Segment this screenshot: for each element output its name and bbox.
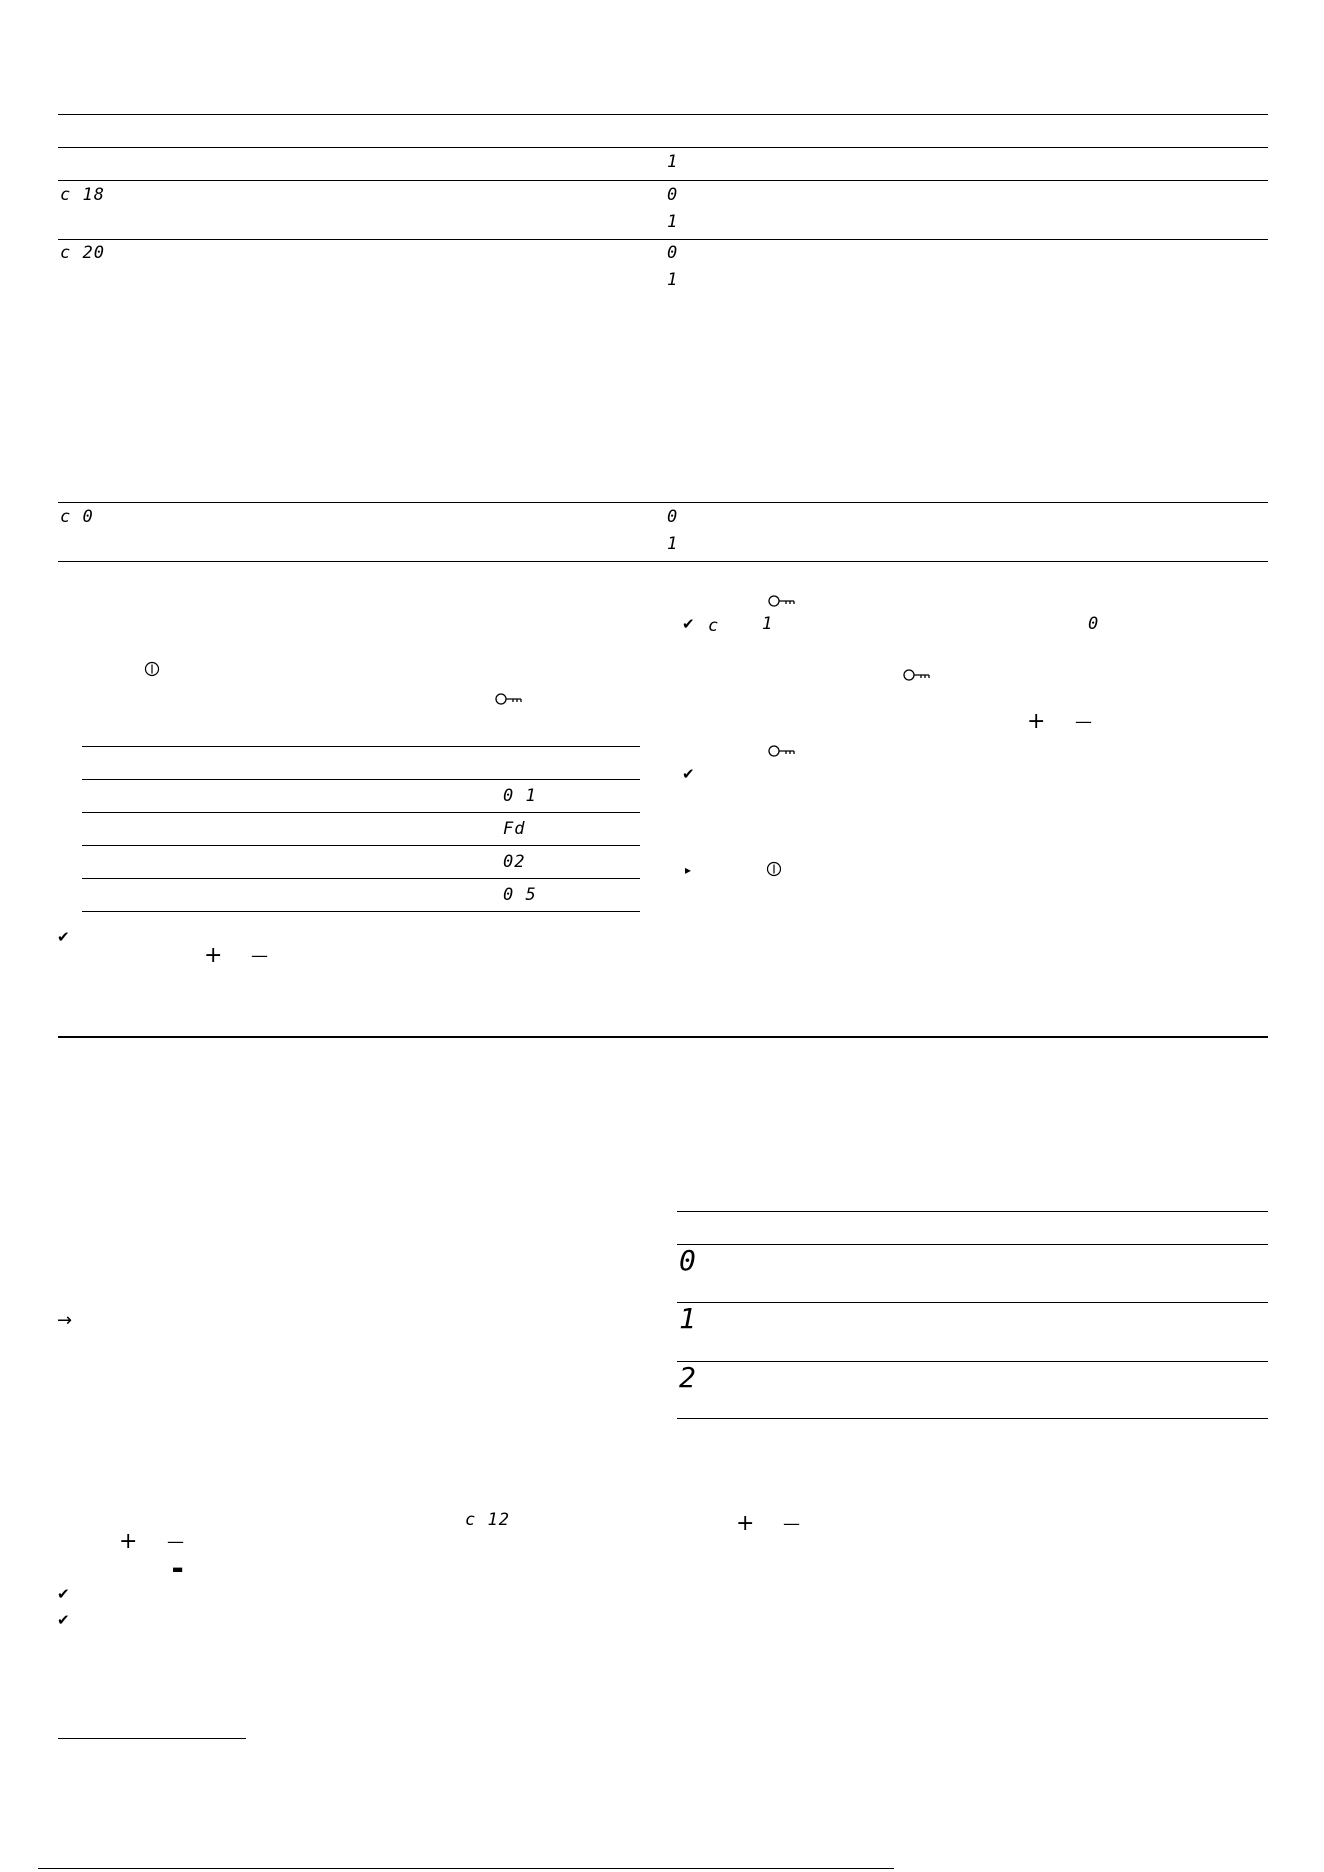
table-mid-rule <box>58 561 1268 562</box>
setting-code: c 12 <box>465 1510 510 1530</box>
page-bottom-rule <box>38 1868 894 1869</box>
check-icon: ✔ <box>57 928 70 946</box>
power-icon <box>766 861 782 877</box>
check-icon: ✔ <box>57 1585 70 1603</box>
table-mid-value: 0 <box>667 507 679 527</box>
table-top-code: c 18 <box>60 185 105 205</box>
check-icon: ✔ <box>682 765 695 783</box>
table-top-rule <box>58 147 1268 148</box>
setting-code-c: c <box>708 616 720 636</box>
bottom-table-value: 2 <box>679 1361 697 1394</box>
bottom-table-rule <box>677 1361 1268 1362</box>
sub-table-rule <box>82 779 640 780</box>
dash-icon: ▬ <box>172 1562 184 1576</box>
sub-table-rule <box>82 911 640 912</box>
key-icon <box>495 692 523 706</box>
sub-table-rule <box>82 812 640 813</box>
table-top-rule <box>58 239 1268 240</box>
sub-table-rule <box>82 845 640 846</box>
sub-table-value: Fd <box>503 819 526 839</box>
footnote-rule <box>58 1738 246 1739</box>
check-icon: ✔ <box>57 1611 70 1629</box>
bottom-table-value: 1 <box>679 1302 697 1335</box>
minus-icon: — <box>167 1532 184 1552</box>
table-top-value: 0 <box>667 243 679 263</box>
table-top-rule <box>58 180 1268 181</box>
arrow-icon: → <box>57 1310 73 1331</box>
plus-icon: + <box>204 943 223 968</box>
key-icon <box>768 594 796 608</box>
sub-table-value: 0 1 <box>503 786 537 806</box>
minus-icon: — <box>251 946 268 966</box>
plus-icon: + <box>1027 709 1046 734</box>
sub-table-rule <box>82 878 640 879</box>
check-icon: ✔ <box>682 615 695 633</box>
setting-value: 0 <box>1088 614 1100 634</box>
bottom-table-header-rule <box>677 1211 1268 1212</box>
table-mid-value: 1 <box>667 534 679 554</box>
section-divider <box>58 1036 1268 1038</box>
table-top-value: 1 <box>667 212 679 232</box>
table-mid-code: c 0 <box>60 507 94 527</box>
table-top-value: 1 <box>667 270 679 290</box>
table-mid-rule <box>58 502 1268 503</box>
bottom-table-rule <box>677 1302 1268 1303</box>
bottom-table-value: 0 <box>679 1244 697 1277</box>
sub-table-value: 0 5 <box>503 885 537 905</box>
setting-value: 1 <box>762 614 774 634</box>
table-top-header-rule <box>58 114 1268 115</box>
sub-table-header-rule <box>82 746 640 747</box>
power-icon <box>144 661 160 677</box>
table-top-code: c 20 <box>60 243 105 263</box>
sub-table-value: 02 <box>503 852 526 872</box>
plus-icon: + <box>119 1529 138 1554</box>
table-top-value: 1 <box>667 152 679 172</box>
minus-icon: — <box>1075 712 1092 732</box>
bottom-table-rule <box>677 1418 1268 1419</box>
minus-icon: — <box>783 1514 800 1534</box>
key-icon <box>903 668 931 682</box>
key-icon <box>768 744 796 758</box>
plus-icon: + <box>736 1511 755 1536</box>
table-top-value: 0 <box>667 185 679 205</box>
bottom-table-rule <box>677 1244 1268 1245</box>
play-icon: ▸ <box>685 863 692 877</box>
